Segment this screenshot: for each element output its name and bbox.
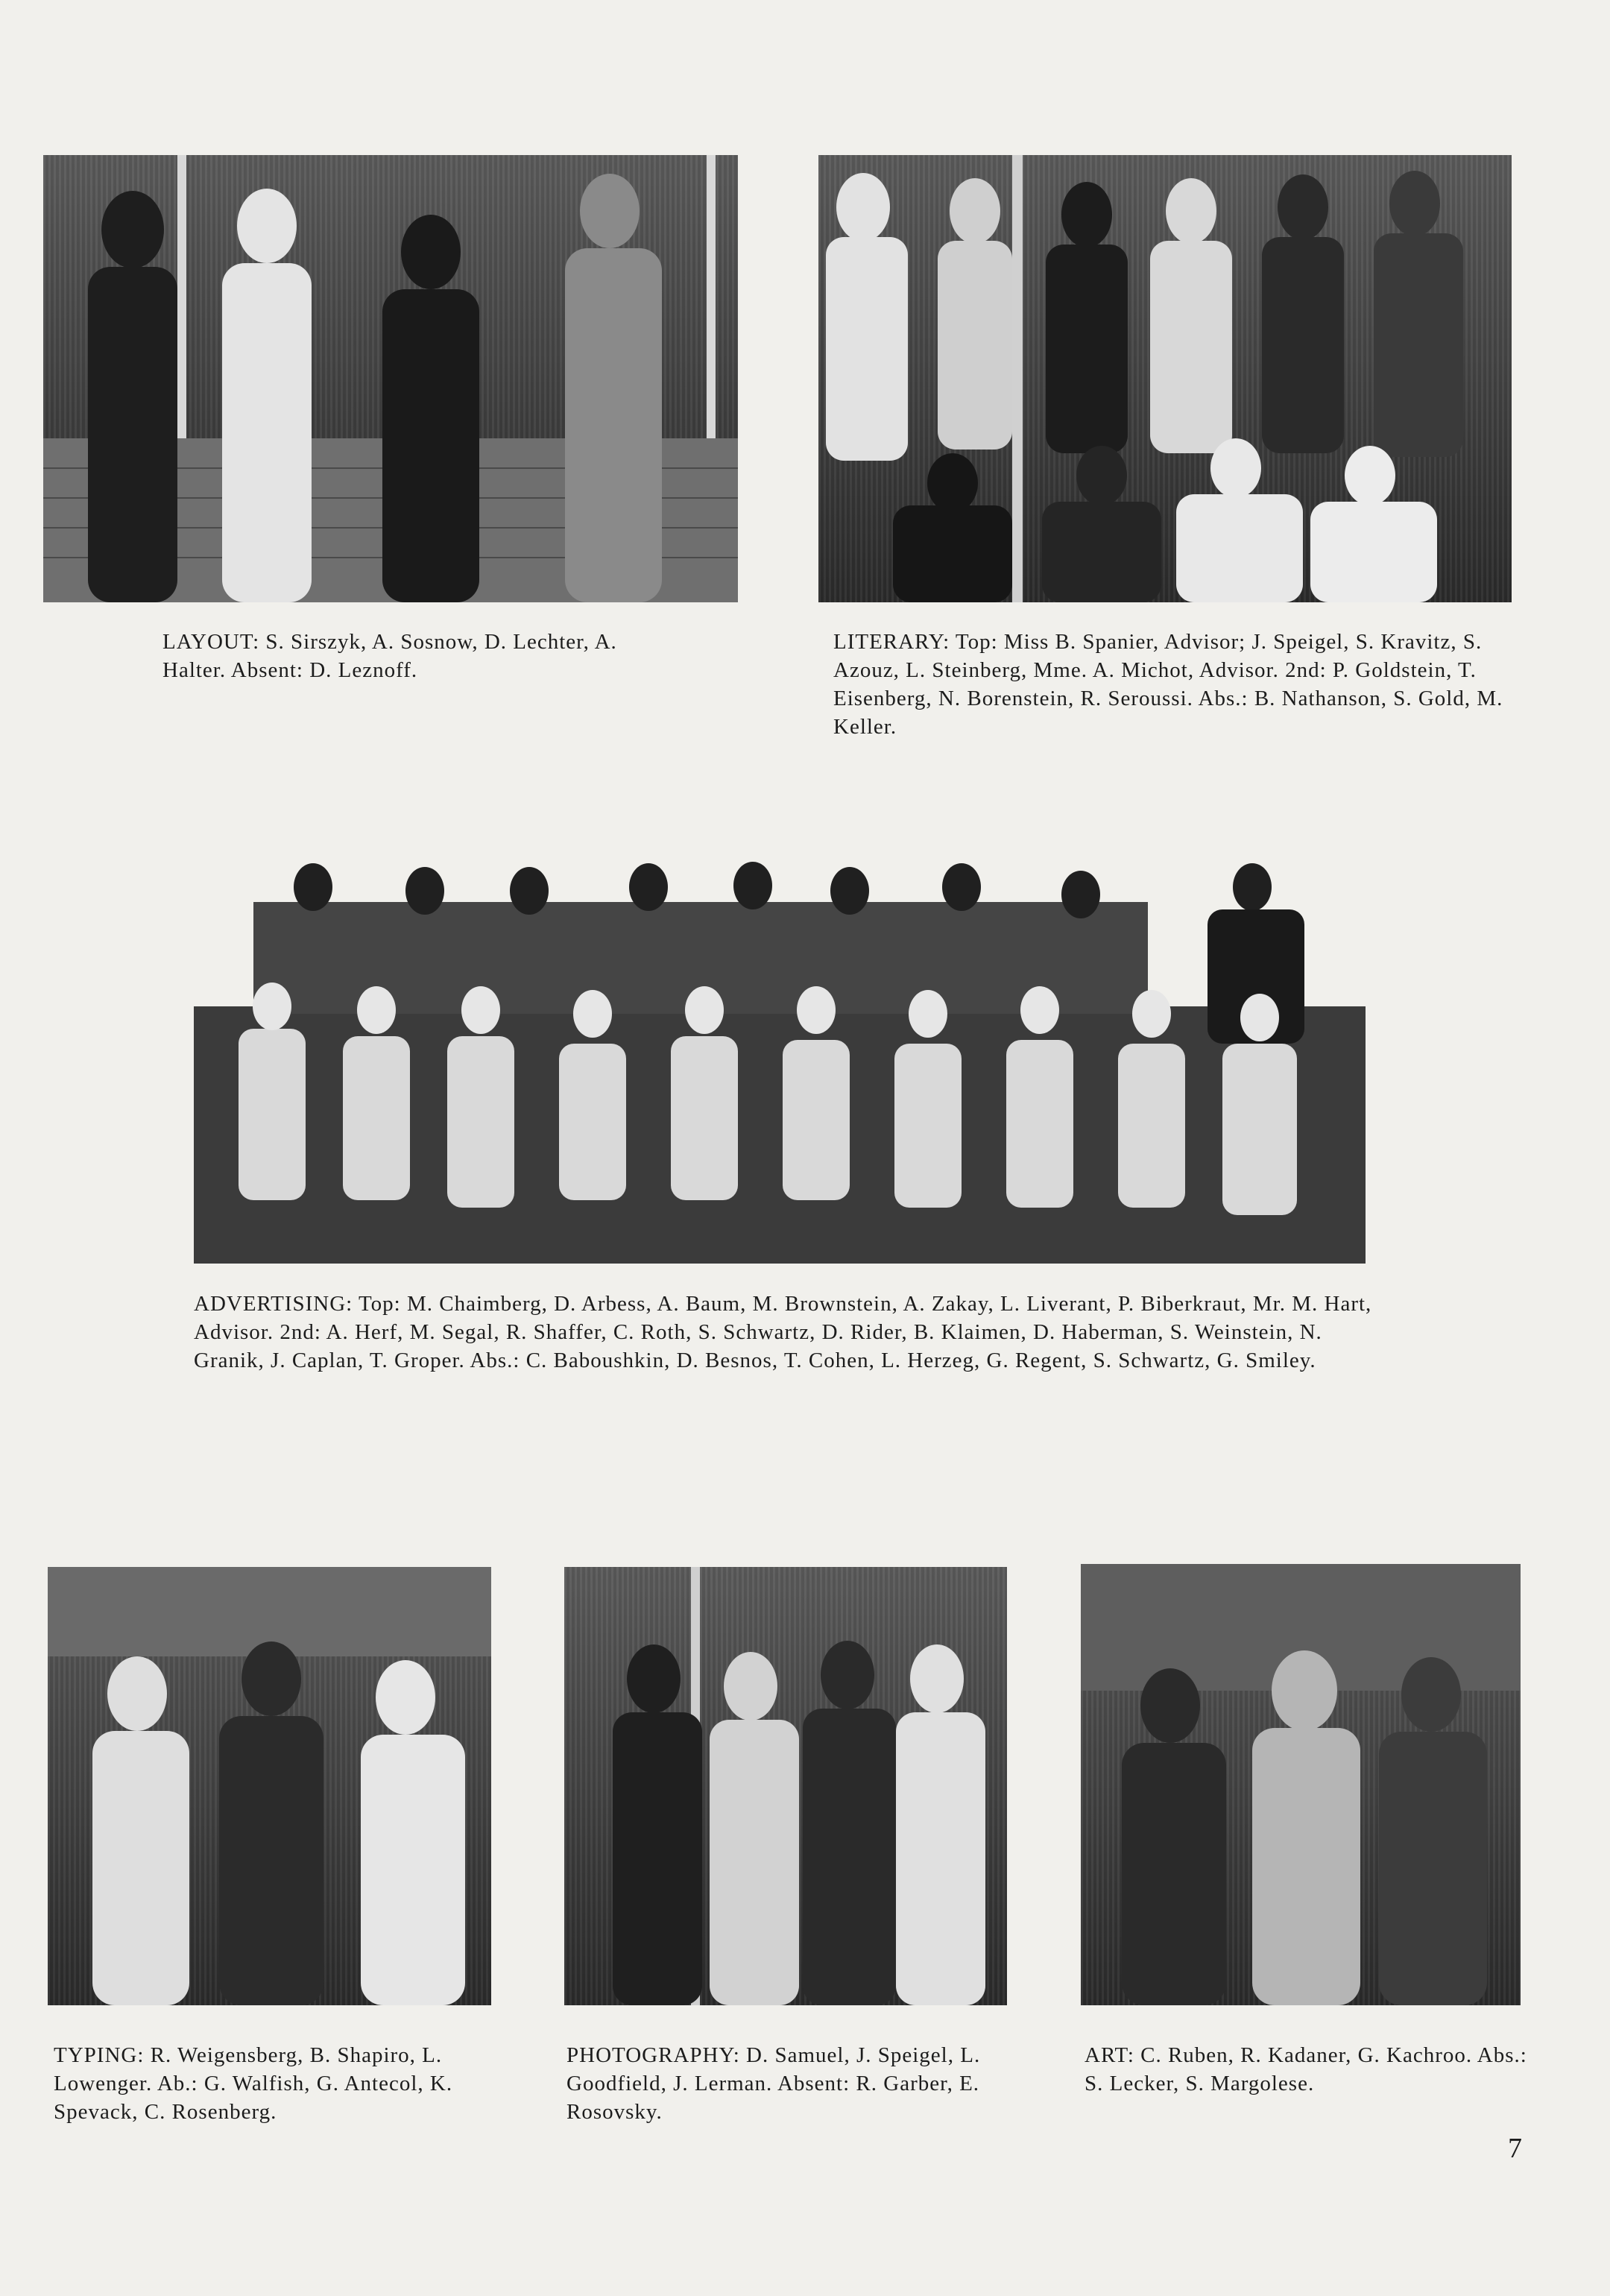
art-caption: ART: C. Ruben, R. Kadaner, G. Kachroo. Abs.: S. Lecker, S. Margolese. [1085,2043,1527,2095]
typing-group-photo [48,1567,491,2005]
typing-caption: TYPING: R. Weigensberg, B. Shapiro, L. Lowenger. Ab.: G. Walfish, G. Antecol, K. Spevack, C. Rosenberg. [54,2043,453,2124]
photography-caption: PHOTOGRAPHY: D. Samuel, J. Speigel, L. Goodfield, J. Lerman. Absent: R. Garber, E. Rosovsky. [566,2043,981,2124]
advertising-caption: ADVERTISING: Top: M. Chaimberg, D. Arbess, A. Baum, M. Brownstein, A. Zakay, L. Liverant, P. Biberkraut, Mr. M. Hart, Advisor. 2nd: A. Herf, M. Segal, R. Shaffer, C. Roth, S. Schwartz, D. Rider, B. Klaimen, D. Haberman, S. Weinstein, N. Granik, J. Caplan, T. Groper. Abs.: C. Baboushkin, D. Besnos, T. Cohen, L. Herzeg, G. Regent, S. Schwartz, G. Smiley. [194,1292,1372,1372]
advertising-group-photo [194,857,1366,1264]
literary-caption: LITERARY: Top: Miss B. Spanier, Advisor; J. Speigel, S. Kravitz, S. Azouz, L. Steinberg, Mme. A. Michot, Advisor. 2nd: P. Goldstein, T. Eisenberg, N. Borenstein, R. Seroussi. Abs.: B. Nathanson, S. Gold, M. Keller. [833,630,1503,739]
literary-group-photo [818,155,1512,602]
art-group-photo [1081,1564,1521,2005]
layout-caption: LAYOUT: S. Sirszyk, A. Sosnow, D. Lechter, A. Halter. Absent: D. Leznoff. [162,630,617,682]
page-number: 7 [1508,2133,1522,2164]
layout-group-photo [43,155,738,602]
photography-group-photo [564,1567,1007,2005]
